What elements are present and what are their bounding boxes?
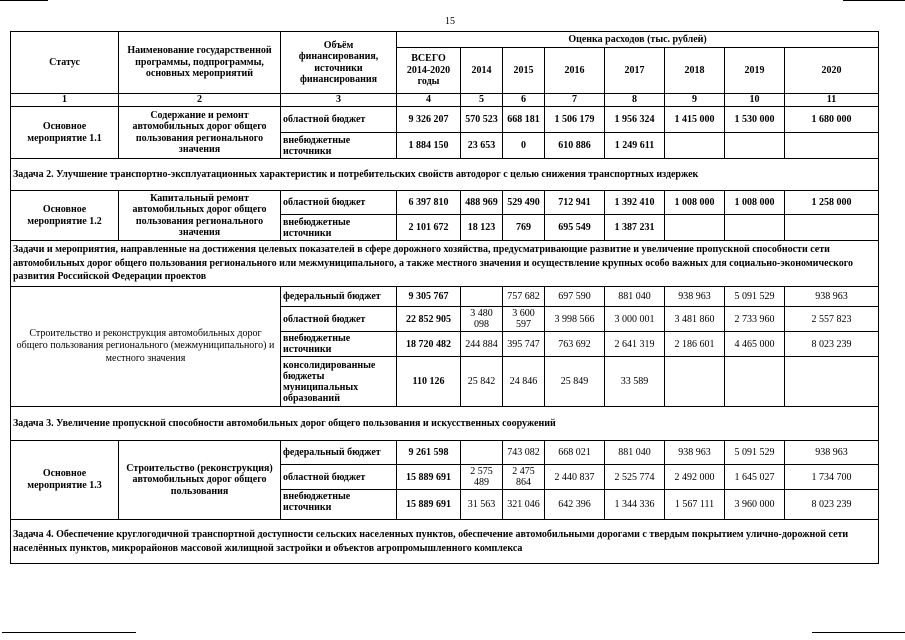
funding-source-cell: областной бюджет <box>281 191 397 215</box>
value-cell: 757 682 <box>503 287 545 307</box>
funding-source-cell: федеральный бюджет <box>281 287 397 307</box>
value-cell: 668 181 <box>503 107 545 133</box>
funding-source-cell: консолидированные бюджеты муниципальных образований <box>281 357 397 407</box>
value-cell: 695 549 <box>545 215 605 241</box>
value-cell: 2 440 837 <box>545 465 605 490</box>
total-cell: 1 884 150 <box>397 133 461 159</box>
total-cell: 9 326 207 <box>397 107 461 133</box>
value-cell <box>461 441 503 465</box>
value-cell: 33 589 <box>605 357 665 407</box>
value-cell: 4 465 000 <box>725 332 785 357</box>
value-cell: 1 734 700 <box>785 465 879 490</box>
value-cell <box>725 133 785 159</box>
value-cell: 938 963 <box>785 441 879 465</box>
value-cell <box>725 357 785 407</box>
value-cell: 1 680 000 <box>785 107 879 133</box>
measure-name-cell: Содержание и ремонт автомобильных дорог общего пользования регионального значения <box>119 107 281 159</box>
value-cell <box>725 215 785 241</box>
value-cell: 570 523 <box>461 107 503 133</box>
value-cell: 610 886 <box>545 133 605 159</box>
value-cell: 1 387 231 <box>605 215 665 241</box>
value-cell: 2 492 000 <box>665 465 725 490</box>
total-header: ВСЕГО 2014-2020 годы <box>397 48 461 94</box>
column-number: 7 <box>545 94 605 107</box>
value-cell: 2 525 774 <box>605 465 665 490</box>
value-cell: 2 475 864 <box>503 465 545 490</box>
value-cell: 1 392 410 <box>605 191 665 215</box>
value-cell: 769 <box>503 215 545 241</box>
value-cell <box>461 287 503 307</box>
value-cell: 668 021 <box>545 441 605 465</box>
value-cell: 25 849 <box>545 357 605 407</box>
total-cell: 18 720 482 <box>397 332 461 357</box>
value-cell: 1 258 000 <box>785 191 879 215</box>
value-cell: 244 884 <box>461 332 503 357</box>
status-cell: Основное мероприятие 1.1 <box>11 107 119 159</box>
funding-source-cell: внебюджетные источники <box>281 133 397 159</box>
total-cell: 9 305 767 <box>397 287 461 307</box>
task-heading: Задача 4. Обеспечение круглогодичной транспортной доступности сельских населенных пунктов, обеспечение автомобильными дорогами с твердым покрытием улично-дорожной сети населённых пунктов, микрорайонов массовой жилищной застройки и объектов агропромышленного комплекса <box>11 520 879 564</box>
column-number: 9 <box>665 94 725 107</box>
value-cell: 0 <box>503 133 545 159</box>
status-header: Статус <box>11 32 119 94</box>
value-cell: 1 567 111 <box>665 490 725 520</box>
column-number: 10 <box>725 94 785 107</box>
value-cell: 8 023 239 <box>785 332 879 357</box>
page-number: 15 <box>445 16 455 27</box>
year-header: 2017 <box>605 48 665 94</box>
value-cell: 1 249 611 <box>605 133 665 159</box>
value-cell: 23 653 <box>461 133 503 159</box>
total-cell: 2 101 672 <box>397 215 461 241</box>
value-cell: 1 415 000 <box>665 107 725 133</box>
value-cell: 3 480 098 <box>461 307 503 332</box>
value-cell <box>785 357 879 407</box>
status-cell: Основное мероприятие 1.3 <box>11 441 119 520</box>
value-cell: 712 941 <box>545 191 605 215</box>
value-cell: 2 575 489 <box>461 465 503 490</box>
task-heading: Задачи и мероприятия, направленные на достижения целевых показателей в сфере дорожного хозяйства, предусматривающие развитие и увеличение пропускной способности сети автомобильных дорог общего пользования регионального или межмуниципального, а также местного значения и осуществление крупных особо важных для социально-экономического развития Российской Федерации проектов <box>11 241 879 287</box>
column-number: 11 <box>785 94 879 107</box>
total-cell: 6 397 810 <box>397 191 461 215</box>
value-cell <box>785 133 879 159</box>
bottom-edge-line <box>812 632 905 633</box>
value-cell <box>785 215 879 241</box>
value-cell: 395 747 <box>503 332 545 357</box>
task-heading: Задача 3. Увеличение пропускной способности автомобильных дорог общего пользования и искусственных сооружений <box>11 407 879 441</box>
value-cell: 2 733 960 <box>725 307 785 332</box>
value-cell: 5 091 529 <box>725 441 785 465</box>
year-header: 2020 <box>785 48 879 94</box>
name-header: Наименование государственной программы, подпрограммы, основных мероприятий <box>119 32 281 94</box>
year-header: 2014 <box>461 48 503 94</box>
funding-source-cell: областной бюджет <box>281 107 397 133</box>
value-cell: 3 998 566 <box>545 307 605 332</box>
top-edge-line <box>0 0 48 1</box>
year-header: 2016 <box>545 48 605 94</box>
total-cell: 9 261 598 <box>397 441 461 465</box>
measure-name-cell: Капитальный ремонт автомобильных дорог общего пользования регионального значения <box>119 191 281 241</box>
value-cell: 1 008 000 <box>665 191 725 215</box>
value-cell: 743 082 <box>503 441 545 465</box>
status-cell: Основное мероприятие 1.2 <box>11 191 119 241</box>
column-number: 8 <box>605 94 665 107</box>
bottom-edge-line <box>2 632 136 633</box>
value-cell: 31 563 <box>461 490 503 520</box>
funding-source-cell: федеральный бюджет <box>281 441 397 465</box>
column-number: 4 <box>397 94 461 107</box>
funding-source-cell: областной бюджет <box>281 465 397 490</box>
column-number: 1 <box>11 94 119 107</box>
value-cell: 25 842 <box>461 357 503 407</box>
total-cell: 15 889 691 <box>397 465 461 490</box>
top-edge-line <box>843 0 905 1</box>
value-cell: 529 490 <box>503 191 545 215</box>
value-cell <box>665 357 725 407</box>
value-cell: 763 692 <box>545 332 605 357</box>
value-cell: 938 963 <box>665 441 725 465</box>
total-cell: 22 852 905 <box>397 307 461 332</box>
value-cell: 3 000 001 <box>605 307 665 332</box>
column-number: 6 <box>503 94 545 107</box>
measure-name-cell: Строительство и реконструкция автомобильных дорог общего пользования регионального (межмуниципального) и местного значения <box>11 287 281 407</box>
value-cell <box>665 133 725 159</box>
value-cell: 1 956 324 <box>605 107 665 133</box>
estimate-header: Оценка расходов (тыс. рублей) <box>397 32 879 48</box>
funding-source-cell: областной бюджет <box>281 307 397 332</box>
year-header: 2018 <box>665 48 725 94</box>
task-heading: Задача 2. Улучшение транспортно-эксплуатационных характеристик и потребительских свойств автодорог с целью снижения транспортных издержек <box>11 159 879 191</box>
value-cell: 2 557 823 <box>785 307 879 332</box>
value-cell: 18 123 <box>461 215 503 241</box>
value-cell: 938 963 <box>665 287 725 307</box>
value-cell: 321 046 <box>503 490 545 520</box>
value-cell: 3 481 860 <box>665 307 725 332</box>
measure-name-cell: Строительство (реконструкция) автомобильных дорог общего пользования <box>119 441 281 520</box>
year-header: 2019 <box>725 48 785 94</box>
value-cell: 1 645 027 <box>725 465 785 490</box>
volume-header: Объём финансирования, источники финансирования <box>281 32 397 94</box>
funding-source-cell: внебюджетные источники <box>281 332 397 357</box>
value-cell: 5 091 529 <box>725 287 785 307</box>
total-cell: 15 889 691 <box>397 490 461 520</box>
value-cell <box>665 215 725 241</box>
year-header: 2015 <box>503 48 545 94</box>
total-cell: 110 126 <box>397 357 461 407</box>
funding-source-cell: внебюджетные источники <box>281 215 397 241</box>
value-cell: 1 506 179 <box>545 107 605 133</box>
column-number: 5 <box>461 94 503 107</box>
value-cell: 488 969 <box>461 191 503 215</box>
column-number: 3 <box>281 94 397 107</box>
value-cell: 881 040 <box>605 287 665 307</box>
value-cell: 24 846 <box>503 357 545 407</box>
expense-table <box>10 31 879 564</box>
value-cell: 1 008 000 <box>725 191 785 215</box>
value-cell: 3 600 597 <box>503 307 545 332</box>
value-cell: 938 963 <box>785 287 879 307</box>
value-cell: 881 040 <box>605 441 665 465</box>
value-cell: 642 396 <box>545 490 605 520</box>
value-cell: 2 186 601 <box>665 332 725 357</box>
value-cell: 1 344 336 <box>605 490 665 520</box>
column-number: 2 <box>119 94 281 107</box>
value-cell: 2 641 319 <box>605 332 665 357</box>
value-cell: 1 530 000 <box>725 107 785 133</box>
funding-source-cell: внебюджетные источники <box>281 490 397 520</box>
value-cell: 697 590 <box>545 287 605 307</box>
value-cell: 3 960 000 <box>725 490 785 520</box>
value-cell: 8 023 239 <box>785 490 879 520</box>
